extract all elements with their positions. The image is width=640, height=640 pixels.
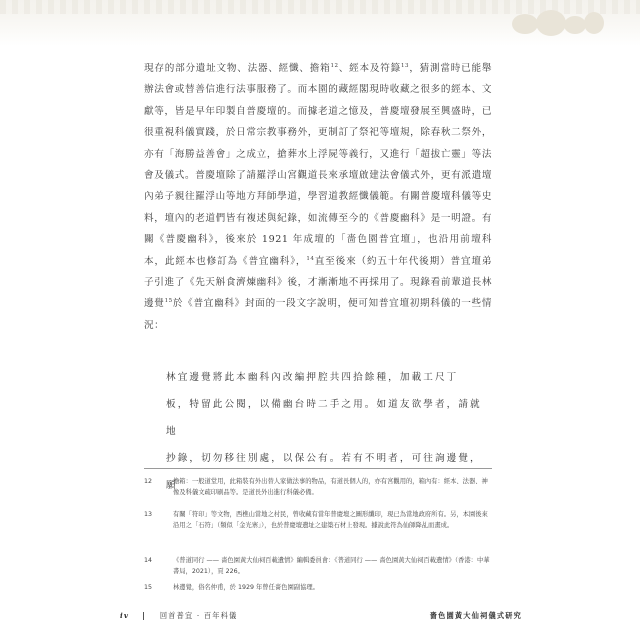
running-footer-left — [120, 611, 237, 621]
footnote-number: 15 — [144, 584, 153, 591]
footnote-marker[interactable]: 14 — [306, 255, 315, 262]
footnote — [144, 476, 492, 499]
footnote-marker[interactable]: 12 — [330, 62, 339, 69]
footnote-text: 林邊覺，俗名仲甫，於 1929 年曾任嗇色園副協理。 — [173, 584, 319, 591]
paragraph-segment: 直至後來（約五十年代後期）普宜壇弟子引進了《先天斛食濟煉幽科》後，才漸漸地不再採用了。現錄看前輩道長林邊覺 — [144, 255, 492, 310]
quote-line: 林宜邊覺將此本幽科內改編押腔共四拾餘種，加載工尺丁 — [166, 372, 459, 383]
title-separator: · — [196, 611, 201, 620]
quote-line: 抄錄，切勿移往別處，以保公有。若有不明者，可往詢邊覺，願 — [166, 453, 482, 491]
footnote-text: 有關「符印」等文物，西樵山當地之村民，曾收藏有當年普慶壇之圖形纖印，現已為當地政府所有。另，本園後來沿用之「石符」（類似「金光寨」），也於普慶壇遺址之建築石材上發現。據說此符為仙師降乩而畫成。 — [173, 511, 488, 530]
footnote-divider — [144, 468, 492, 469]
paragraph-segment: 於《普宜幽科》封面的一段文字說明，便可知普宜壇初期科儀的一些情況： — [144, 298, 492, 331]
paragraph-text — [144, 58, 492, 336]
footnote-marker[interactable]: 13 — [401, 62, 410, 69]
footnote-number: 12 — [144, 478, 153, 485]
footnote-text: 《普道同行 —— 嗇色園黃大仙祠百載遺情》編輯委員會：《普道同行 —— 嗇色園黃大仙祠百載遺情》（香港：中華書局，2021），頁 226。 — [173, 557, 490, 576]
book-title-part: 回首普宜 — [159, 611, 194, 620]
page-number: iv — [120, 611, 130, 620]
footnote — [144, 509, 492, 532]
flower-ornament-icon — [502, 6, 612, 44]
footnote-marker[interactable]: 15 — [164, 298, 173, 305]
quote-line: 板，特留此公閱，以備幽台時二手之用。如道友欲學者，請就地 — [166, 399, 482, 437]
paragraph-segment: 現存的部分遺址文物、法器、經懺、擔箱 — [144, 63, 331, 74]
book-title-part: 百年科儀 — [203, 611, 238, 620]
footer-divider — [143, 612, 152, 620]
main-paragraph — [144, 58, 492, 336]
footnote — [144, 555, 492, 578]
footnote-number: 13 — [144, 511, 153, 518]
footnote-text: 擔箱：一般道堂用，此箱裝有外出替人家做法事的物品，有道長個人的，亦有宮觀用的，箱內有：經本、法器、神像及科儀文疏印刷品等。是道長外出進行科儀必備。 — [173, 478, 488, 497]
footnote — [144, 582, 492, 593]
footnote-number: 14 — [144, 557, 153, 564]
paragraph-segment: ，猜測當時已能舉辦法會或替善信進行法事服務了。而本園的藏經閣現時收藏之很多的經本、文獻等，皆是早年印製自普慶壇的。而據老道之憶及，普慶壇發展至興盛時，已很重視科儀實踐，於日常宗教事務外，更制訂了祭祀等壇規，除春秋二祭外，亦有「海勝益善會」之成立，搶葬水上浮屍等義行，又進行「超拔亡靈」等法會及儀式。普慶壇除了請羅浮山宮觀道長來承壇啟建法會儀式外，更有派遣壇內弟子親往羅浮山等地方拜師學道，學習道教經懺儀範。有關普慶壇科儀等史料，壇內的老道們皆有複述與紀錄，如流傳至今的《普慶幽科》是一明證。有關《普慶幽科》，後來於 1921 年成壇的「嗇色園普宜壇」，也沿用前壇科本，此經本也修訂為《普宜幽科》， — [144, 63, 492, 267]
running-footer-right: 嗇色園黃大仙祠儀式研究 — [429, 611, 522, 620]
paragraph-segment: 、經本及符籙 — [338, 63, 401, 74]
